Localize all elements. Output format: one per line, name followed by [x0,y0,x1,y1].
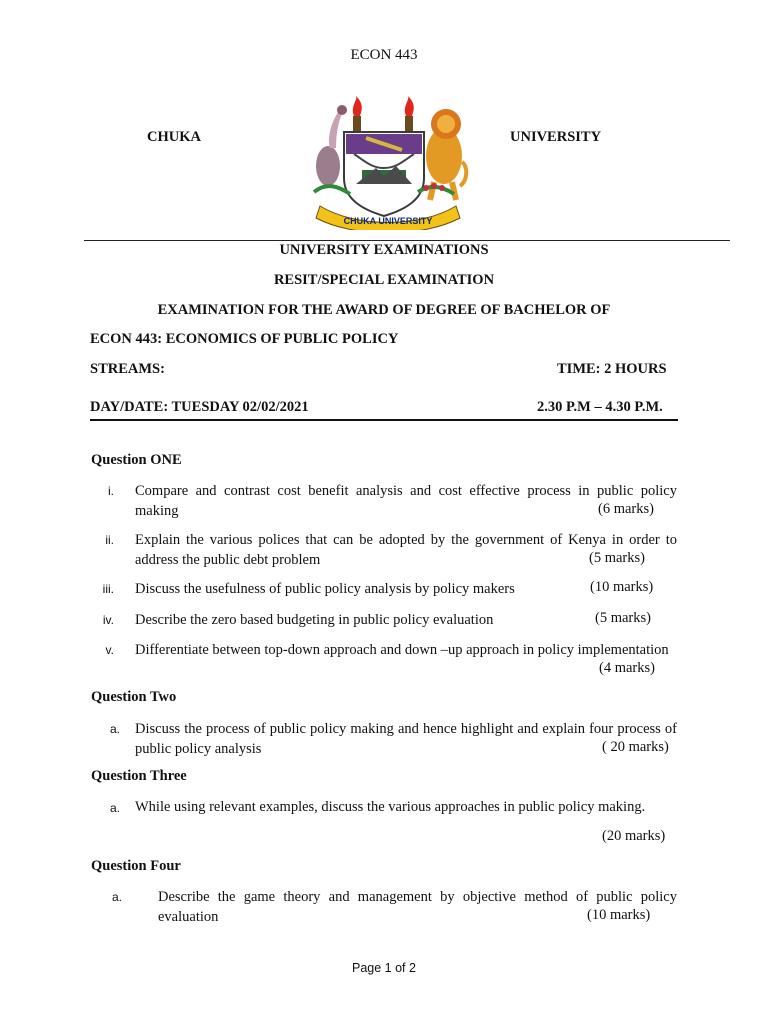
item-number: i. [108,484,114,498]
page-number-footer: Page 1 of 2 [352,961,416,975]
question-one-heading: Question ONE [91,452,182,468]
university-name-right: UNIVERSITY [510,129,602,145]
item-marks: (20 marks) [602,828,666,844]
course-code-header: ECON 443 [350,47,418,63]
exam-time-period: 2.30 P.M – 4.30 P.M. [537,399,663,415]
item-text: Differentiate between top-down approach and down –up approach in policy implementation [135,642,669,658]
item-marks: (4 marks) [599,660,655,676]
item-number: a. [111,890,122,904]
exam-title-line1: UNIVERSITY EXAMINATIONS [279,242,489,258]
exam-title-line2: RESIT/SPECIAL EXAMINATION [273,272,495,288]
item-marks: (6 marks) [598,501,654,517]
logo-banner-text: CHUKA UNIVERSITY [343,216,433,226]
item-text: Discuss the usefulness of public policy analysis by policy makers [135,581,515,597]
item-number: a. [109,801,120,815]
item-text: Explain the various polices that can be adopted by the government of Kenya in order to address the public debt problem [135,532,677,568]
header-divider [84,240,730,241]
item-marks: (10 marks) [590,579,654,595]
question-two-heading: Question Two [91,689,177,705]
item-text: While using relevant examples, discuss the various approaches in public policy making. [135,799,646,815]
university-name-left: CHUKA [147,129,201,145]
course-title: ECON 443: ECONOMICS OF PUBLIC POLICY [90,331,399,347]
question-four-heading: Question Four [91,858,181,874]
item-text: Describe the game theory and management by objective method of public policy evaluation [158,889,677,925]
item-text: Discuss the process of public policy making and hence highlight and explain four process of public policy analysis [135,721,677,757]
item-number: iv. [102,613,114,627]
question-three-heading: Question Three [91,768,187,784]
exam-title-line3: EXAMINATION FOR THE AWARD OF DEGREE OF BACHELOR OF [157,302,611,318]
item-marks: (5 marks) [595,610,651,626]
item-text: Compare and contrast cost benefit analysis and cost effective process in public policy making [135,483,677,519]
item-number: ii. [105,533,114,547]
item-number: a. [109,722,120,736]
item-marks: (5 marks) [589,550,645,566]
streams-label: STREAMS: [90,361,165,377]
item-number: iii. [102,582,114,596]
university-crest-logo [306,96,470,230]
exam-duration: TIME: 2 HOURS [557,361,667,377]
item-marks: (10 marks) [587,907,651,923]
item-marks: ( 20 marks) [602,739,669,755]
item-text: Describe the zero based budgeting in public policy evaluation [135,612,494,628]
item-number: v. [105,643,114,657]
titles-divider [90,419,678,421]
exam-date: DAY/DATE: TUESDAY 02/02/2021 [90,399,309,415]
